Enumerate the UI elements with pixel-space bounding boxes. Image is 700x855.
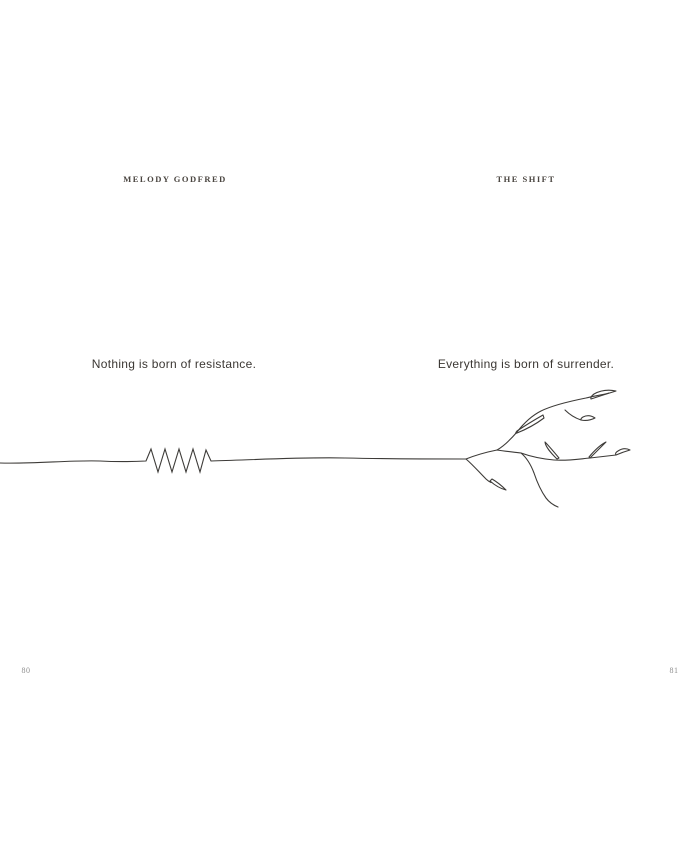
left-page-number: 80: [21, 666, 31, 675]
branch-right-curl-leaf: [545, 442, 559, 459]
right-page-number: 81: [669, 666, 679, 675]
resistor-line-path: [0, 449, 466, 472]
branch-lower-twig-path: [466, 459, 491, 483]
branch-upper-shoot-leaf: [581, 416, 595, 421]
branch-right-up-leaf: [589, 442, 606, 458]
branch-lower-leaf: [490, 479, 506, 490]
left-page-quote: Nothing is born of resistance.: [91, 357, 257, 371]
right-page-quote: Everything is born of surrender.: [437, 357, 615, 371]
branch-upper-terminal-leaf: [591, 390, 616, 399]
right-running-header: THE SHIFT: [496, 174, 556, 184]
branch-right-end-leaf: [616, 449, 630, 455]
branch-droop-path: [521, 453, 558, 507]
branch-upper-path: [497, 393, 609, 450]
branch-main-right-path: [521, 453, 616, 460]
left-running-header: MELODY GODFRED: [123, 174, 227, 184]
branch-trunk-path: [466, 450, 521, 459]
branch-upper-shoot-path: [565, 410, 581, 420]
